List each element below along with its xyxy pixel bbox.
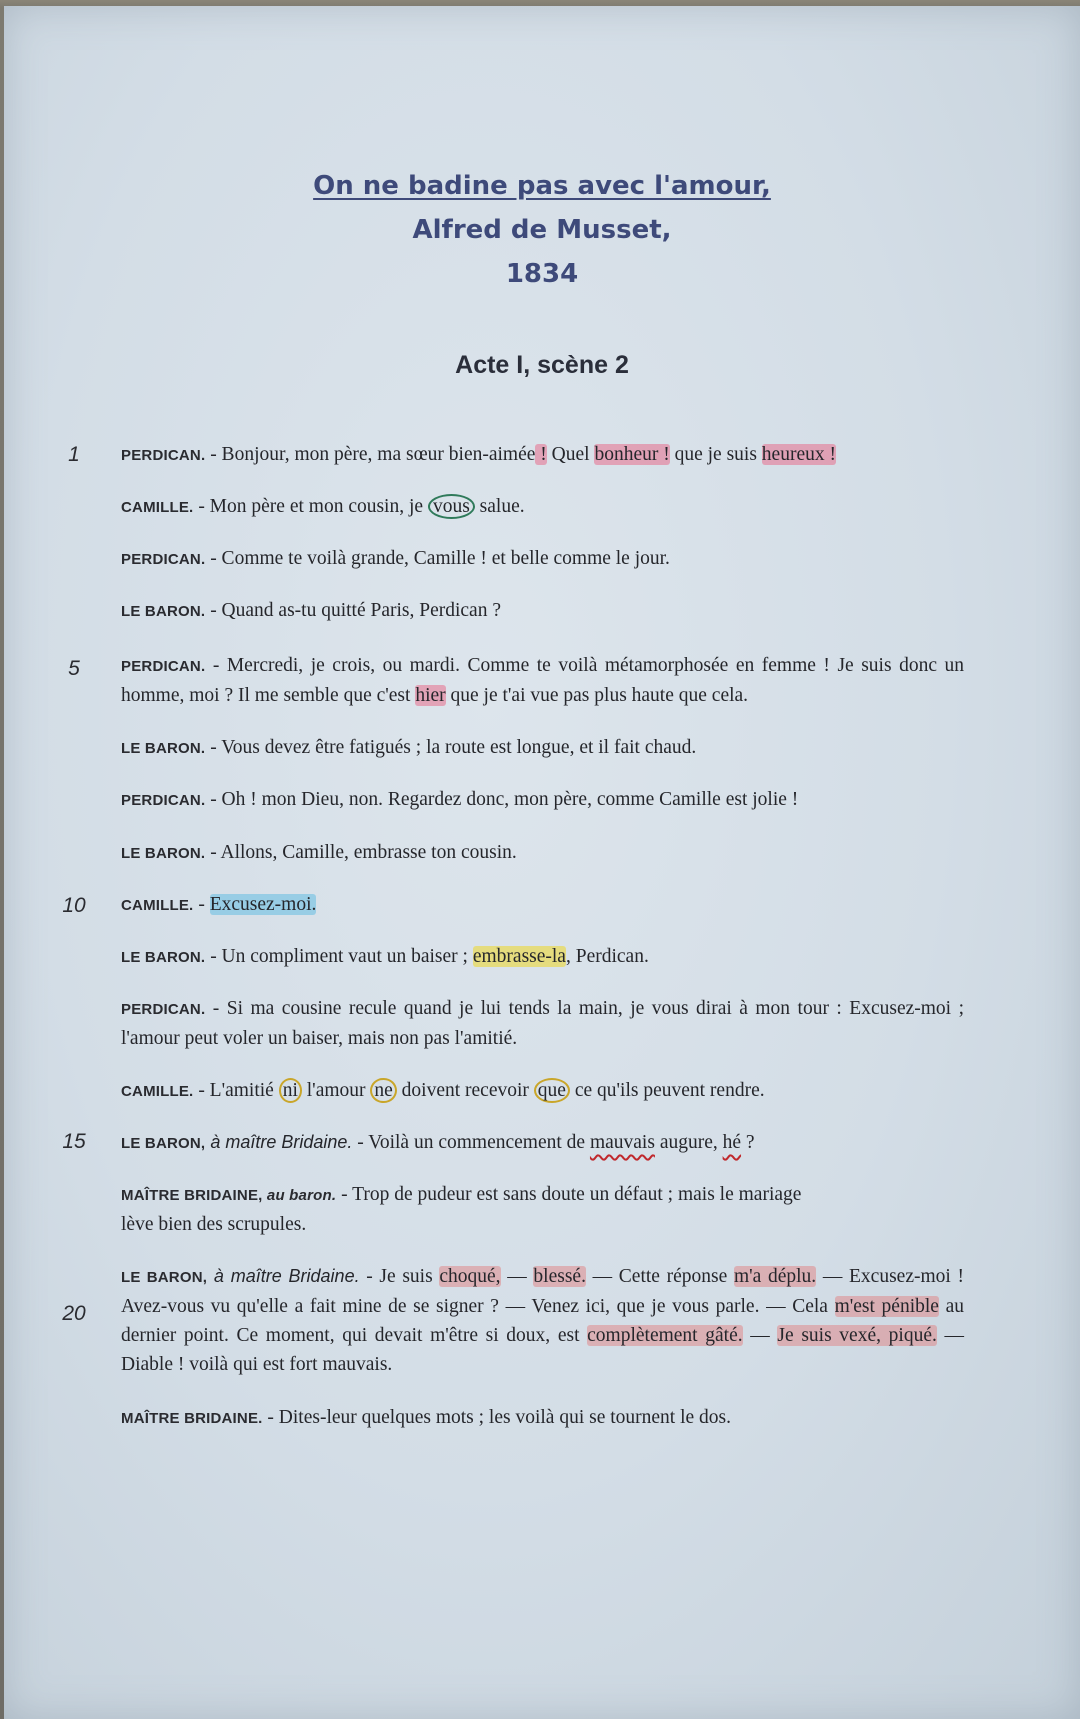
line-number: 15 xyxy=(62,1130,86,1153)
speaker-name: CAMILLE. xyxy=(121,499,194,516)
stage-direction: à maître Bridaine. xyxy=(207,1266,360,1286)
stage-direction: à maître Bridaine. xyxy=(205,1132,353,1152)
speaker-name: LE BARON, xyxy=(121,1135,206,1152)
highlight: m'est pénible xyxy=(834,1296,939,1317)
speaker-name: LE BARON. xyxy=(121,740,206,757)
speaker-name: PERDICAN. xyxy=(121,447,206,464)
dialogue-line: LE BARON. - Allons, Camille, embrasse ton cousin. xyxy=(121,842,517,863)
highlight: bonheur ! xyxy=(594,444,670,465)
dialogue-line: LE BARON. - Quand as-tu quitté Paris, Perdican ? xyxy=(121,600,501,621)
line-number: 1 xyxy=(68,443,80,466)
dialogue-line: PERDICAN. - Bonjour, mon père, ma sœur bien-aimée ! Quel bonheur ! que je suis heureux ! xyxy=(121,444,836,465)
play-title: On ne badine pas avec l'amour, xyxy=(313,171,771,201)
dialogue-line: LE BARON, à maître Bridaine. - Je suis choqué, — blessé. — Cette réponse m'a déplu. — Excusez-moi ! Avez-vous vu qu'elle a fait mine de se signer ? — Venez ici, que je vous parle. — Cela m'est pénible au dernier point. Ce moment, qui devait m'être si doux, est complètement gâté. — Je suis vexé, piqué. — Diable ! voilà qui est fort mauvais. xyxy=(121,1266,965,1375)
dialogue-line: CAMILLE. - Excusez-moi. xyxy=(121,894,317,915)
dialogue-line: PERDICAN. - Comme te voilà grande, Camille ! et belle comme le jour. xyxy=(121,548,670,569)
speaker-name: CAMILLE. xyxy=(121,897,194,914)
wavy-underline: mauvais xyxy=(589,1132,655,1153)
highlight: embrasse-la xyxy=(472,946,566,967)
speaker-name: LE BARON. xyxy=(121,603,206,620)
highlight: complètement gâté. xyxy=(587,1325,743,1346)
highlight: ! xyxy=(535,444,547,465)
line-number: 10 xyxy=(62,894,86,917)
speaker-name: CAMILLE. xyxy=(121,1083,194,1100)
dialogue-line: PERDICAN. - Mercredi, je crois, ou mardi. Comme te voilà métamorphosée en femme ! Je suis donc un homme, moi ? Il me semble que c'est hier que je t'ai vue pas plus haute que cela. xyxy=(121,655,964,706)
paper-sheet xyxy=(4,6,1080,1719)
speaker-name: LE BARON, xyxy=(121,1269,208,1286)
circled-word: vous xyxy=(428,494,475,519)
speaker-name: PERDICAN. xyxy=(121,1001,206,1018)
speaker-name: LE BARON. xyxy=(121,949,206,966)
speaker-name: PERDICAN. xyxy=(121,551,206,568)
highlight: hier xyxy=(415,685,446,706)
title-block xyxy=(4,164,1080,296)
author-name: Alfred de Musset, xyxy=(412,215,672,245)
line-number: 5 xyxy=(68,657,80,680)
highlight: Je suis vexé, piqué. xyxy=(777,1325,937,1346)
line-number: 20 xyxy=(62,1302,86,1325)
dialogue-line: CAMILLE. - L'amitié ni l'amour ne doivent recevoir que ce qu'ils peuvent rendre. xyxy=(121,1080,765,1101)
speaker-name: PERDICAN. xyxy=(121,792,206,809)
dialogue-line: MAÎTRE BRIDAINE, au baron. - Trop de pudeur est sans doute un défaut ; mais le mariage lève bien des scrupules. xyxy=(121,1184,802,1235)
circled-word: ni xyxy=(279,1078,302,1103)
stage-direction: au baron. xyxy=(262,1187,337,1204)
circled-word: ne xyxy=(370,1078,396,1103)
scene-heading: Acte I, scène 2 xyxy=(455,351,629,379)
dialogue-line: PERDICAN. - Si ma cousine recule quand je lui tends la main, je vous dirai à mon tour : Excusez-moi ; l'amour peut voler un baiser, mais non pas l'amitié. xyxy=(121,998,964,1049)
dialogue-line: MAÎTRE BRIDAINE. - Dites-leur quelques mots ; les voilà qui se tournent le dos. xyxy=(121,1407,732,1428)
dialogue-line: CAMILLE. - Mon père et mon cousin, je vous salue. xyxy=(121,496,525,517)
highlight: blessé. xyxy=(533,1266,586,1287)
speaker-name: LE BARON. xyxy=(121,845,206,862)
speaker-name: MAÎTRE BRIDAINE, xyxy=(121,1187,263,1204)
dialogue-line: LE BARON. - Vous devez être fatigués ; la route est longue, et il fait chaud. xyxy=(121,737,697,758)
publication-year: 1834 xyxy=(505,259,579,289)
highlight: choqué, xyxy=(439,1266,501,1287)
dialogue-line: LE BARON, à maître Bridaine. - Voilà un commencement de mauvais augure, hé ? xyxy=(121,1132,755,1153)
circled-word: que xyxy=(534,1078,570,1103)
highlight: heureux ! xyxy=(761,444,836,465)
dialogue-line: PERDICAN. - Oh ! mon Dieu, non. Regardez donc, mon père, comme Camille est jolie ! xyxy=(121,789,799,810)
wavy-underline: hé xyxy=(722,1132,742,1153)
dialogue-line: LE BARON. - Un compliment vaut un baiser ; embrasse-la, Perdican. xyxy=(121,946,649,967)
speaker-name: MAÎTRE BRIDAINE. xyxy=(121,1410,263,1427)
speaker-name: PERDICAN. xyxy=(121,658,206,675)
highlight: m'a déplu. xyxy=(733,1266,817,1287)
highlight: Excusez-moi. xyxy=(209,894,317,915)
